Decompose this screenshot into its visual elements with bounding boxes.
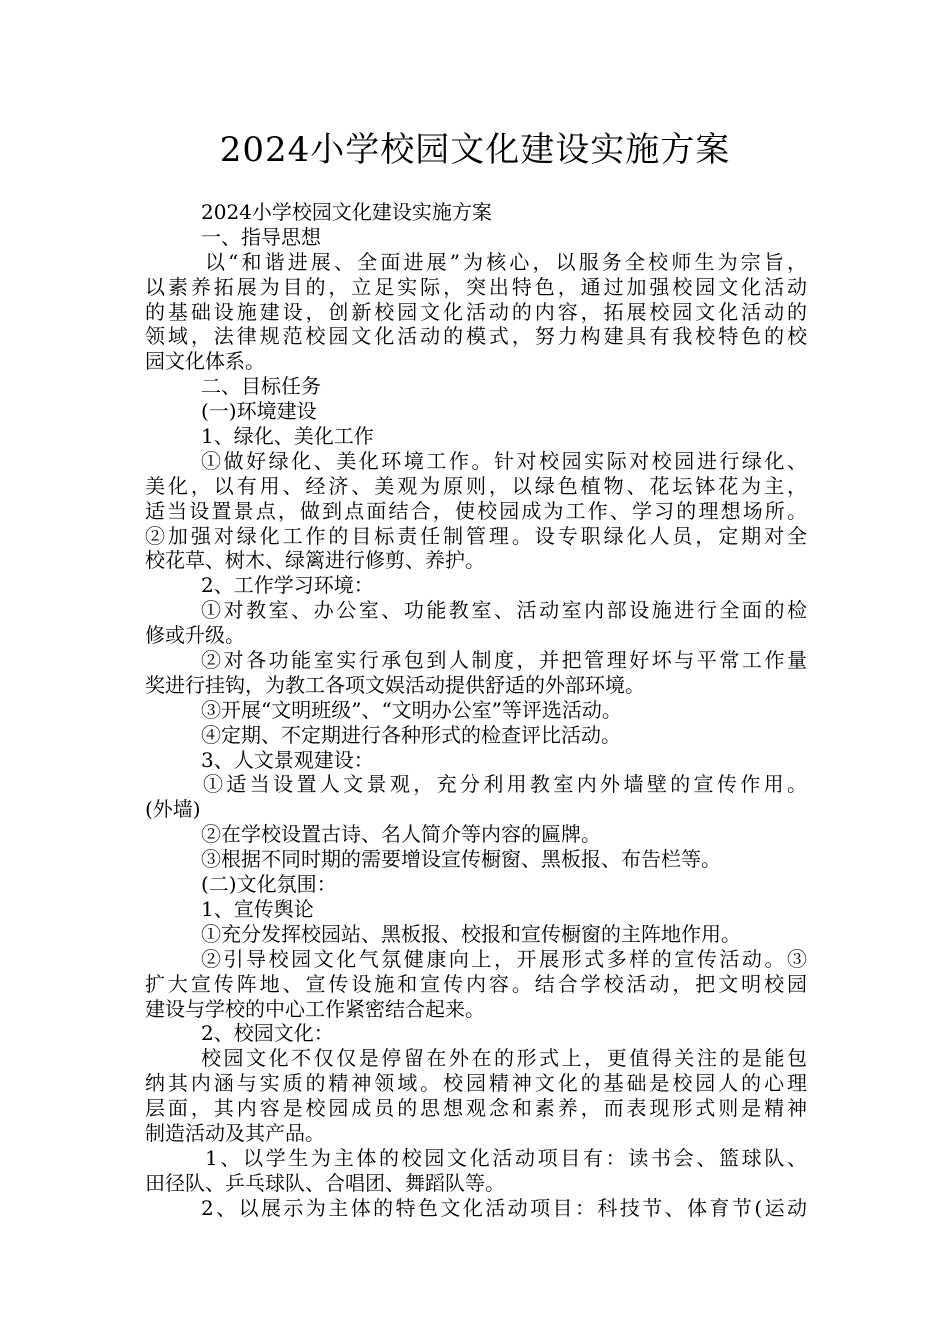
text-line: 奖进行挂钩，为教工各项文娱活动提供舒适的外部环境。 <box>145 672 645 697</box>
text-line: 1、以学生为主体的校园文化活动项目有：读书会、篮球队、 <box>205 1145 807 1170</box>
item-heading: 3、人文景观建设： <box>201 747 374 772</box>
text-line: 层面，其内容是校园成员的思想观念和素养，而表现形式则是精神 <box>145 1096 807 1121</box>
section-heading: 一、指导思想 <box>201 224 321 249</box>
subsection-heading: (一)环境建设 <box>201 399 317 424</box>
text-line: ①做好绿化、美化环境工作。针对校园实际对校园进行绿化、 <box>201 448 807 473</box>
text-line: ①对教室、办公室、功能教室、活动室内部设施进行全面的检 <box>201 598 807 623</box>
text-line: ③根据不同时期的需要增设宣传橱窗、黑板报、布告栏等。 <box>201 847 721 872</box>
text-line: 以素养拓展为目的，立足实际，突出特色，通过加强校园文化活动 <box>145 274 807 299</box>
text-line: 适当设置景点，做到点面结合，使校园成为工作、学习的理想场所。 <box>145 498 807 523</box>
text-line: 制造活动及其产品。 <box>145 1120 325 1145</box>
text-line: ①充分发挥校园站、黑板报、校报和宣传橱窗的主阵地作用。 <box>201 921 741 946</box>
document-title: 2024小学校园文化建设实施方案 <box>219 130 731 170</box>
subsection-heading: (二)文化氛围： <box>201 872 337 897</box>
text-line: ②对各功能室实行承包到人制度，并把管理好坏与平常工作量 <box>201 648 807 673</box>
text-line: 以“和谐进展、全面进展”为核心，以服务全校师生为宗旨， <box>205 249 807 274</box>
text-line: 领域，法律规范校园文化活动的模式，努力构建具有我校特色的校 <box>145 324 807 349</box>
text-line: 校花草、树木、绿篱进行修剪、养护。 <box>145 548 485 573</box>
text-line: 纳其内涵与实质的精神领域。校园精神文化的基础是校园人的心理 <box>145 1071 807 1096</box>
text-line: ③开展“文明班级”、“文明办公室”等评选活动。 <box>201 697 622 722</box>
text-line: 扩大宣传阵地、宣传设施和宣传内容。结合学校活动，把文明校园 <box>145 971 807 996</box>
text-line: ②在学校设置古诗、名人简介等内容的匾牌。 <box>201 822 601 847</box>
text-line: ②引导校园文化气氛健康向上，开展形式多样的宣传活动。③ <box>201 946 807 971</box>
document-body <box>145 200 807 1221</box>
text-line: 2、以展示为主体的特色文化活动项目：科技节、体育节(运动 <box>201 1195 807 1220</box>
text-line: 修或升级。 <box>145 623 245 648</box>
text-line: 美化，以有用、经济、美观为原则，以绿色植物、花坛钵花为主， <box>145 473 807 498</box>
item-heading: 2、工作学习环境： <box>201 573 374 598</box>
text-line: 园文化体系。 <box>145 349 265 374</box>
text-line: ①适当设置人文景观，充分利用教室内外墙壁的宣传作用。 <box>203 772 807 797</box>
section-heading: 二、目标任务 <box>201 374 321 399</box>
text-line: ②加强对绿化工作的目标责任制管理。设专职绿化人员，定期对全 <box>145 523 807 548</box>
text-line: (外墙) <box>145 797 201 822</box>
item-heading: 1、宣传舆论 <box>201 896 314 921</box>
text-line: 2024小学校园文化建设实施方案 <box>201 200 492 224</box>
text-line: 建设与学校的中心工作紧密结合起来。 <box>145 996 485 1021</box>
text-line: 校园文化不仅仅是停留在外在的形式上，更值得关注的是能包 <box>201 1046 807 1071</box>
text-line: ④定期、不定期进行各种形式的检查评比活动。 <box>201 722 621 747</box>
item-heading: 2、校园文化： <box>201 1021 334 1046</box>
text-line: 的基础设施建设，创新校园文化活动的内容，拓展校园文化活动的 <box>145 299 807 324</box>
item-heading: 1、绿化、美化工作 <box>201 424 374 449</box>
text-line: 田径队、乒乓球队、合唱团、舞蹈队等。 <box>145 1170 505 1195</box>
